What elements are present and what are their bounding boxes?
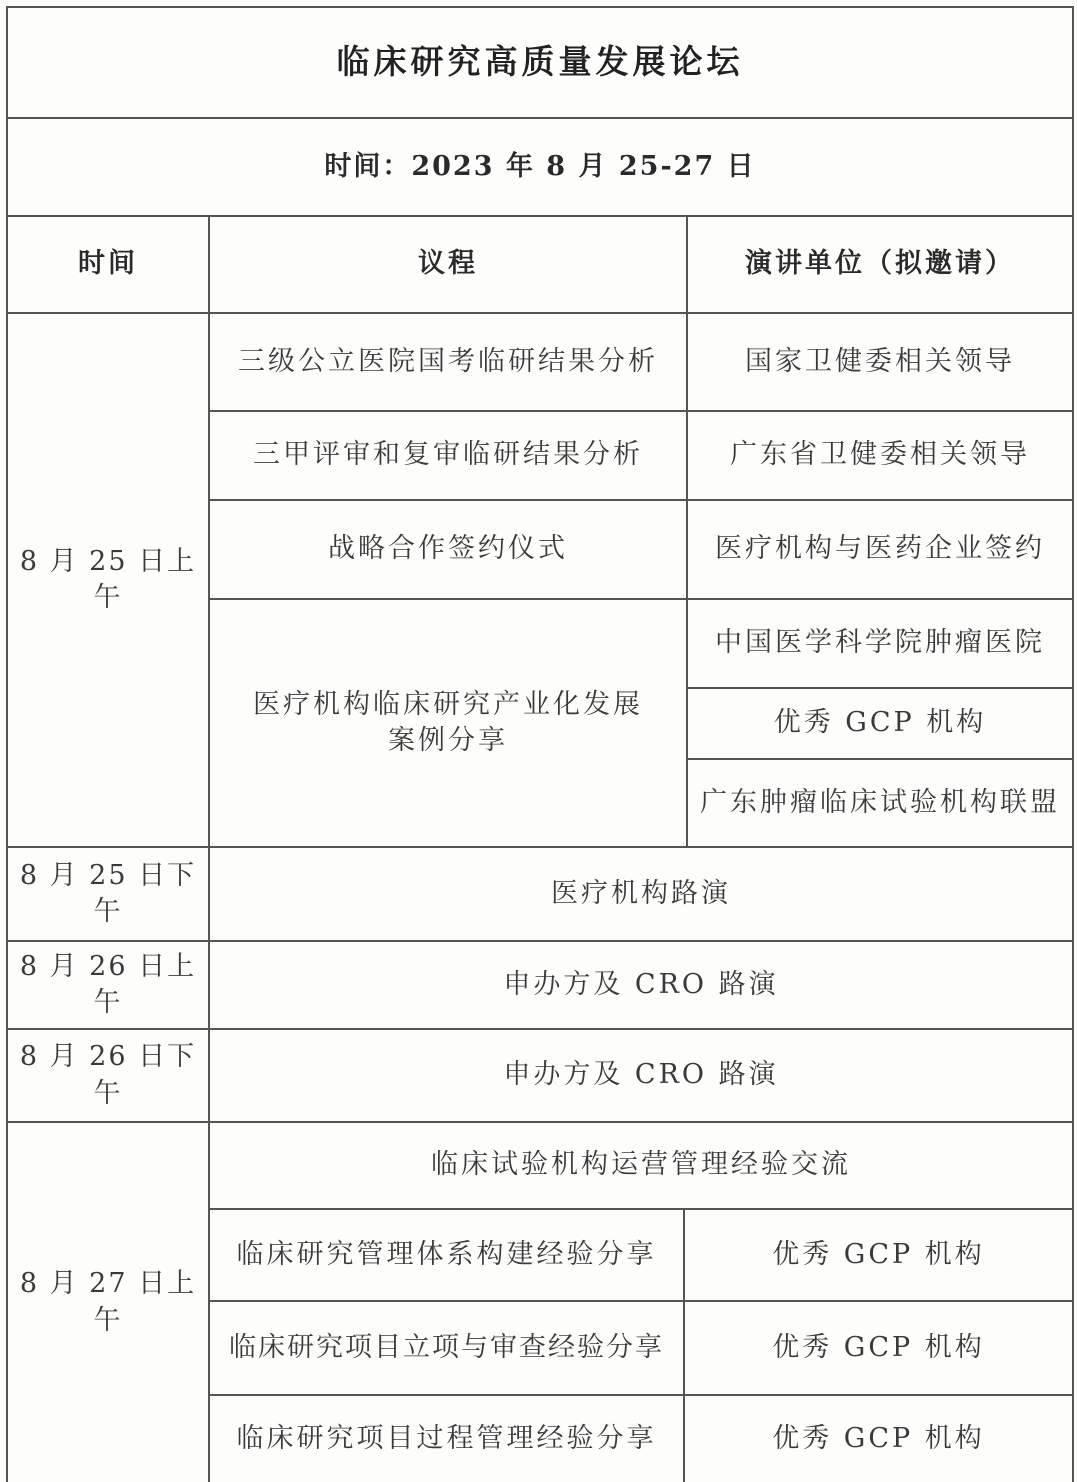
speaker-item: 优秀 GCP 机构	[772, 1238, 985, 1270]
agenda-item: 临床研究项目过程管理经验分享	[236, 1422, 657, 1454]
header-speaker: 演讲单位（拟邀请）	[745, 248, 1015, 280]
agenda-item: 三级公立医院国考临研结果分析	[238, 345, 658, 377]
time-day2-am: 8 月 26 日上午	[19, 950, 197, 1018]
agenda-item: 申办方及 CRO 路演	[503, 968, 779, 1000]
border-right	[1072, 6, 1074, 1482]
forum-date: 时间：2023 年 8 月 25-27 日	[324, 150, 756, 182]
speaker-item: 优秀 GCP 机构	[772, 1331, 985, 1363]
agenda-item: 三甲评审和复审临研结果分析	[253, 439, 643, 471]
case-sharing-line1: 医疗机构临床研究产业化发展	[253, 688, 643, 720]
agenda-item: 申办方及 CRO 路演	[503, 1059, 779, 1091]
speaker-item: 医疗机构与医药企业签约	[715, 533, 1045, 565]
header-time: 时间	[78, 248, 138, 280]
agenda-item: 战略合作签约仪式	[328, 533, 568, 565]
agenda-item: 临床研究项目立项与审查经验分享	[229, 1331, 664, 1363]
time-day1-pm: 8 月 25 日下午	[19, 859, 197, 927]
time-day3-am: 8 月 27 日上午	[19, 1268, 197, 1336]
speaker-item: 广东省卫健委相关领导	[730, 439, 1030, 471]
agenda-item: 医疗机构路演	[551, 877, 731, 909]
agenda-item-case-sharing	[210, 600, 686, 846]
speaker-item: 中国医学科学院肿瘤医院	[715, 627, 1045, 659]
speaker-item: 优秀 GCP 机构	[772, 1422, 985, 1454]
case-sharing-line2: 案例分享	[388, 725, 508, 756]
speaker-item: 国家卫健委相关领导	[745, 345, 1015, 377]
header-agenda: 议程	[418, 248, 478, 280]
speaker-item: 广东肿瘤临床试验机构联盟	[700, 786, 1060, 818]
agenda-item: 临床研究管理体系构建经验分享	[236, 1238, 657, 1270]
time-day2-pm: 8 月 26 日下午	[19, 1041, 197, 1109]
document-title: 临床研究高质量发展论坛	[336, 42, 744, 82]
time-day1-am: 8 月 25 日上午	[19, 545, 197, 613]
agenda-section-header: 临床试验机构运营管理经验交流	[431, 1149, 851, 1181]
speaker-item: 优秀 GCP 机构	[773, 707, 987, 739]
